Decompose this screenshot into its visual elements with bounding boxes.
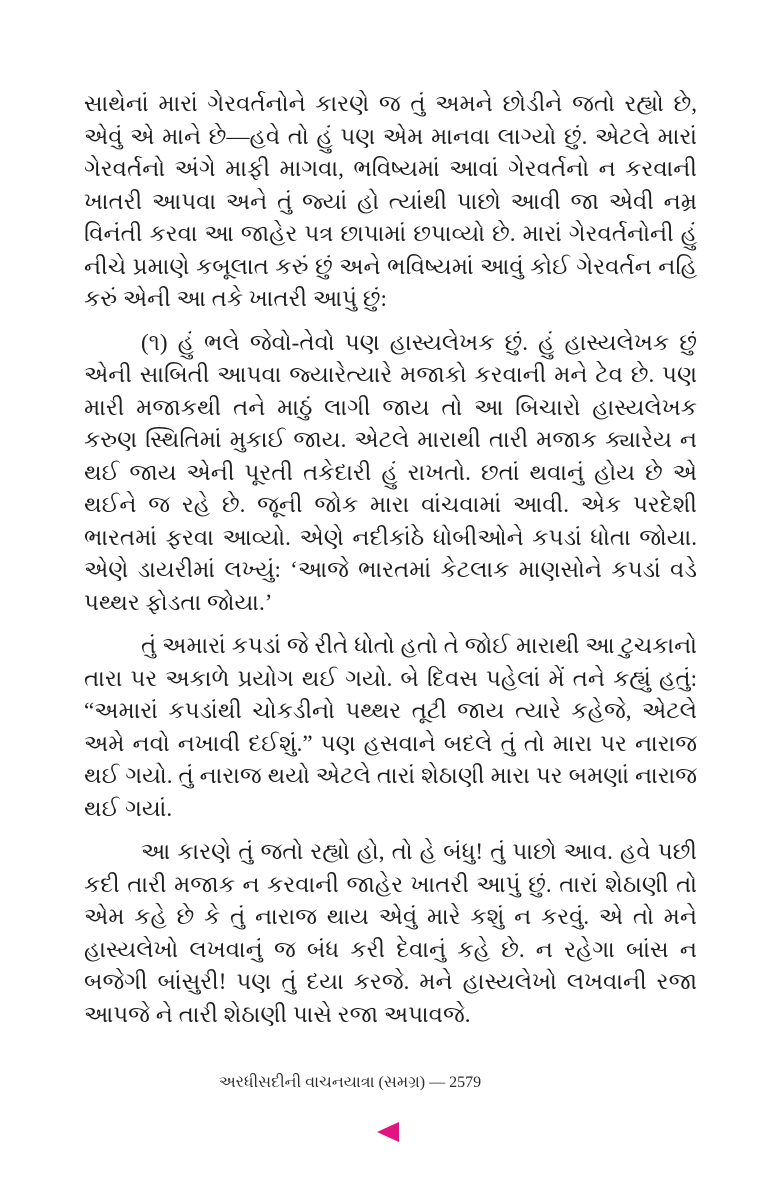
paragraph-4: આ કારણે તું જતો રહ્યો હો, તો હે બંધુ! તું પાછો આવ. હવે પછી કદી તારી મજાક ન કરવાની જાહેર ખાતરી આપું છું. તારાં શેઠાણી તો એમ કહે છે કે તું નારાજ થાય એવું મારે કશું ન કરવું. એ તો મને હાસ્યલેખો લખવાનું જ બંધ કરી દેવાનું કહે છે. ન રહેગા બાંસ ન બજેગી બાંસુરી! પણ તું દયા કરજે. મને હાસ્યલેખો લખવાની રજા આપજે ને તારી શેઠાણી પાસે રજા અપાવજે. xyxy=(84,839,697,1027)
footer xyxy=(0,1072,776,1094)
paragraph-1: સાથેનાં મારાં ગેરવર્તનોને કારણે જ તું અમને છોડીને જતો રહ્યો છે, એવું એ માને છે—હવે તો હું પણ એમ માનવા લાગ્યો છું. એટલે મારાં ગેરવર્તનો અંગે માફી માગવા, ભવિષ્યમાં આવાં ગેરવર્તનો ન કરવાની ખાતરી આપવા અને તું જ્યાં હો ત્યાંથી પાછો આવી જા એવી નમ્ર વિનંતી કરવા આ જાહેર પત્ર છાપામાં છપાવ્યો છે. મારાં ગેરવર્તનોની હું નીચે પ્રમાણે કબૂલાત કરું છું અને ભવિષ્યમાં આવું કોઈ ગેરવર્તન નહિ કરું એની આ તકે ખાતરી આપું છું: xyxy=(84,91,697,311)
body-text xyxy=(84,88,697,1042)
prev-page-triangle-icon[interactable] xyxy=(377,1122,399,1142)
paragraph-3: તું અમારાં કપડાં જે રીતે ધોતો હતો તે જોઈ મારાથી આ ટુચકાનો તારા પર અકાળે પ્રયોગ થઈ ગયો. બે દિવસ પહેલાં મેં તને કહ્યું હતું: “અમારાં કપડાંથી ચોકડીનો પથ્થર તૂટી જાય ત્યારે કહેજે, એટલે અમે નવો નખાવી દઈશું.” પણ હસવાને બદલે તું તો મારા પર નારાજ થઈ ગયો. તું નારાજ થયો એટલે તારાં શેઠાણી મારા પર બમણાં નારાજ થઈ ગયાં. xyxy=(84,633,697,821)
footer-caption: અરધીસદીની વાચનયાત્રા (સમગ્ર) — 2579 xyxy=(218,1074,482,1091)
paragraph-2: (૧) હું ભલે જેવો-તેવો પણ હાસ્યલેખક છું. હું હાસ્યલેખક છું એની સાબિતી આપવા જ્યારેત્યારે મજાકો કરવાની મને ટેવ છે. પણ મારી મજાકથી તને માઠું લાગી જાય તો આ બિચારો હાસ્યલેખક કરુણ સ્થિતિમાં મુકાઈ જાય. એટલે મારાથી તારી મજાક ક્યારેય ન થઈ જાય એની પૂરતી તકેદારી હું રાખતો. છતાં થવાનું હોય છે એ થઈને જ રહે છે. જૂની જોક મારા વાંચવામાં આવી. એક પરદેશી ભારતમાં ફરવા આવ્યો. એણે નદીકાંઠે ધોબીઓને કપડાં ધોતા જોયા. એણે ડાયરીમાં લખ્યું: ‘આજે ભારતમાં કેટલાક માણસોને કપડાં વડે પથ્થર ફોડતા જોયા.’ xyxy=(84,329,697,615)
